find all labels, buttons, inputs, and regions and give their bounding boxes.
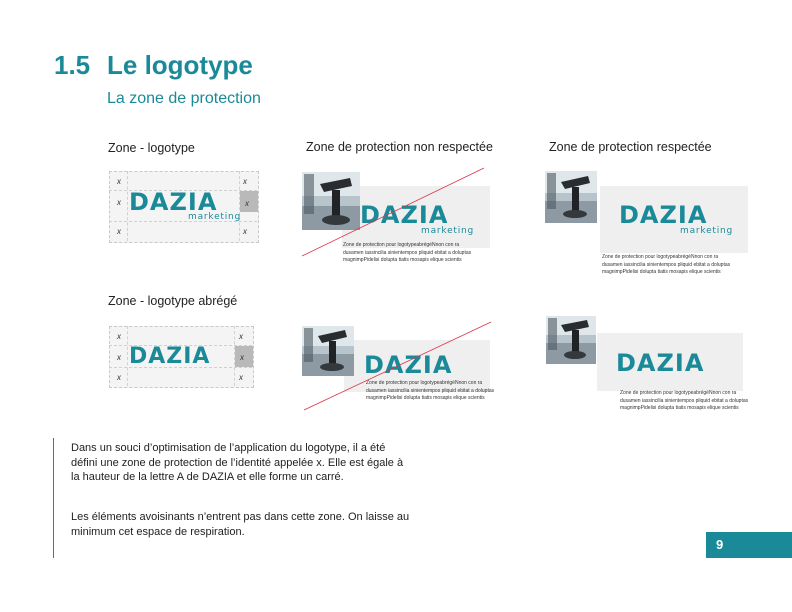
protection-zone-grid-abbreviated [109,326,254,388]
sample-text-block: Zone de protection pour logotypeabrégéNnon con ra dusamen iassincilia sinientempos pliquid ebitat a doluptas magnimpPidelisi dolupta tiatis mosapis elique scientis [620,390,749,411]
label-non-respected: Zone de protection non respectée [306,140,493,154]
logo-tagline: marketing [421,226,475,236]
dazia-logo: DAZIA [619,201,708,229]
sample-text-block: Zone de protection pour logotypeabrégéNnon con ra dusamen iassincilia sinientempos pliquid ebitat a doluptas magnimpPidelisi dolupta tiatis mosapis elique scientis [343,242,472,263]
section-number: 1.5 [54,50,91,80]
x-mark: x [117,353,121,362]
sample-text-block: Zone de protection pour logotypeabrégéNnon con ra dusamen iassincilia sinientempos pliquid ebitat a doluptas magnimpPidelisi dolupta tiatis mosapis elique scientis [602,254,731,275]
x-mark: x [243,227,247,236]
x-mark: x [117,177,121,186]
violation-slash-line [298,164,488,260]
x-mark: x [245,199,249,208]
logo-tagline: marketing [680,226,734,236]
body-paragraph-1: Dans un souci d’optimisation de l’application du logotype, il a été défini une zone de protection de l’identité appelée x. Elle est égale à la hauteur de la lettre A de DAZIA et elle forme un carré. [71,442,404,483]
x-mark: x [117,227,121,236]
label-zone-logotype: Zone - logotype [108,141,195,155]
page-title: Le logotype [107,50,253,80]
x-zone-highlight [235,346,253,367]
page-number: 9 [716,537,724,552]
page-number-badge [706,532,792,558]
x-mark: x [240,353,244,362]
dazia-logo-abbreviated: DAZIA [616,349,705,377]
x-mark: x [117,198,121,207]
sample-text-block: Zone de protection pour logotypeabrégéNnon con ra dusamen iassincilia sinientempos pliquid ebitat a doluptas magnimpPidelisi dolupta tiatis mosapis elique scientis [366,380,495,401]
dazia-logo: DAZIA [360,201,449,229]
left-accent-rule [53,438,54,558]
dazia-logo-abbreviated: DAZIA [364,351,453,379]
dazia-logo: DAZIA [129,188,218,216]
body-paragraph-2: Les éléments avoisinants n’entrent pas dans cette zone. On laisse au minimum cet espace de respiration. [71,511,410,538]
x-mark: x [239,332,243,341]
x-mark: x [239,373,243,382]
x-mark: x [117,373,121,382]
page-subtitle: La zone de protection [107,90,261,107]
label-respected: Zone de protection respectée [549,140,712,154]
photo-image [545,171,597,223]
x-mark: x [117,332,121,341]
photo-image [546,316,596,364]
label-zone-abbreviated: Zone - logotype abrégé [108,294,238,308]
x-zone-highlight [240,191,258,212]
x-mark: x [243,177,247,186]
violation-slash-line [300,318,495,414]
protection-zone-grid [109,171,259,243]
logo-tagline: marketing [188,212,242,222]
dazia-logo-abbreviated: DAZIA [129,344,211,369]
